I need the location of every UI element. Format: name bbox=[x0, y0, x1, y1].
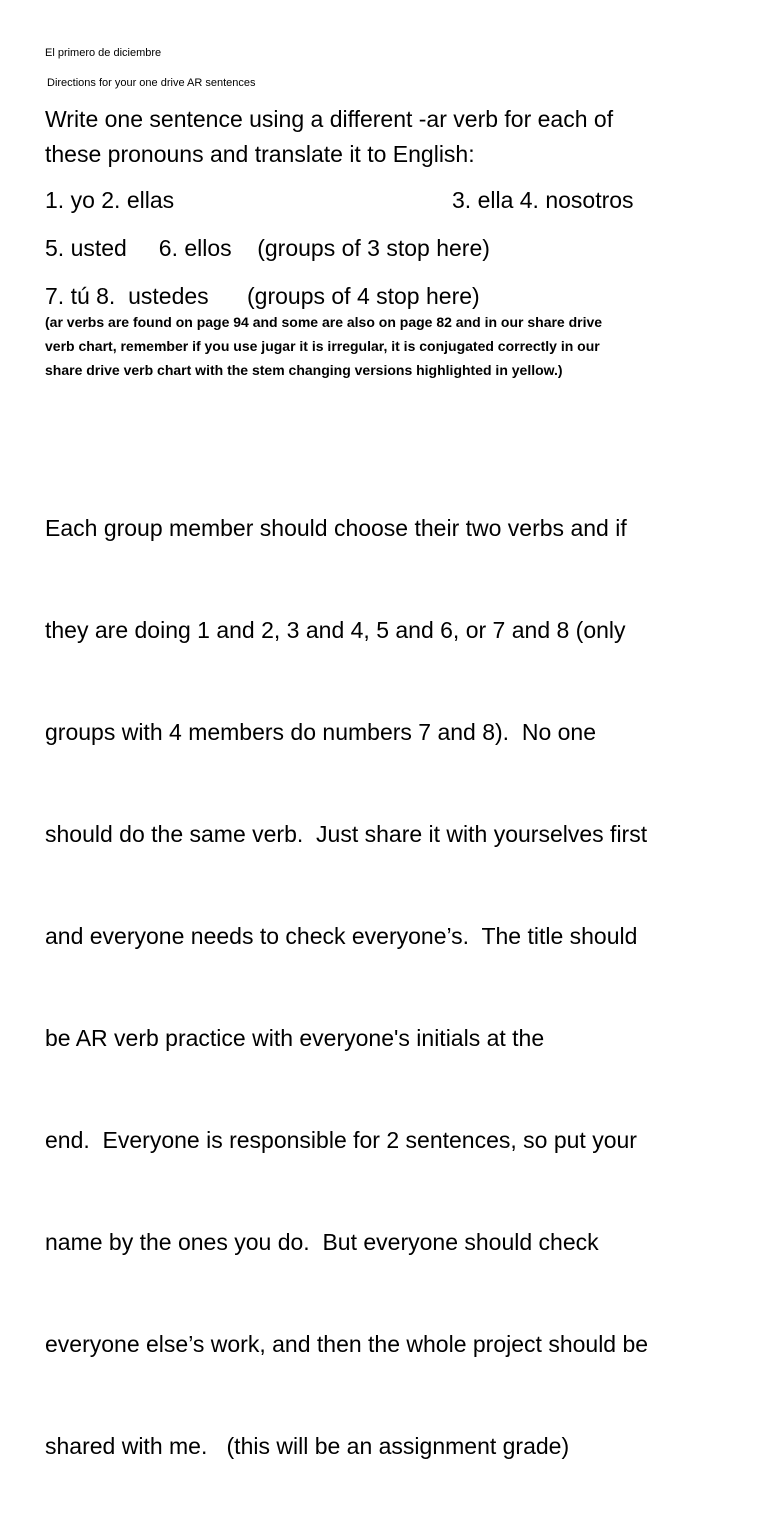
instruction-line-1: Write one sentence using a different -ar verb for each of bbox=[45, 106, 614, 132]
paragraph-line: shared with me. (this will be an assignment grade) bbox=[45, 1433, 570, 1459]
verb-note-line-1: (ar verbs are found on page 94 and some are also on page 82 and in our share drive bbox=[45, 314, 603, 330]
verb-note-line-3: share drive verb chart with the stem changing versions highlighted in yellow.) bbox=[45, 362, 563, 378]
verb-note bbox=[45, 310, 602, 382]
paragraph-line: they are doing 1 and 2, 3 and 4, 5 and 6, or 7 and 8 (only bbox=[45, 617, 626, 643]
pronouns-row-2: 5. usted 6. ellos (groups of 3 stop here) bbox=[45, 235, 490, 261]
group-instructions-paragraph bbox=[45, 443, 648, 1531]
paragraph-line: be AR verb practice with everyone's initials at the bbox=[45, 1025, 545, 1051]
directions-subtitle: Directions for your one drive AR sentences bbox=[47, 77, 256, 89]
paragraph-line: everyone else’s work, and then the whole project should be bbox=[45, 1331, 649, 1357]
date-heading: El primero de diciembre bbox=[45, 47, 162, 59]
paragraph-line: end. Everyone is responsible for 2 sentences, so put your bbox=[45, 1127, 637, 1153]
pronouns-row-1-left: 1. yo 2. ellas bbox=[45, 187, 175, 213]
paragraph-line: Each group member should choose their two verbs and if bbox=[45, 515, 627, 541]
instruction-line-2: these pronouns and translate it to English: bbox=[45, 141, 475, 167]
paragraph-line: should do the same verb. Just share it with yourselves first bbox=[45, 821, 648, 847]
pronouns-row-3: 7. tú 8. ustedes (groups of 4 stop here) bbox=[45, 283, 480, 309]
paragraph-line: and everyone needs to check everyone’s. The title should bbox=[45, 923, 638, 949]
paragraph-line: groups with 4 members do numbers 7 and 8). No one bbox=[45, 719, 597, 745]
verb-note-line-2: verb chart, remember if you use jugar it is irregular, it is conjugated correctly in our bbox=[45, 338, 600, 354]
pronouns-row-1-right: 3. ella 4. nosotros bbox=[452, 187, 634, 213]
paragraph-line: name by the ones you do. But everyone should check bbox=[45, 1229, 599, 1255]
